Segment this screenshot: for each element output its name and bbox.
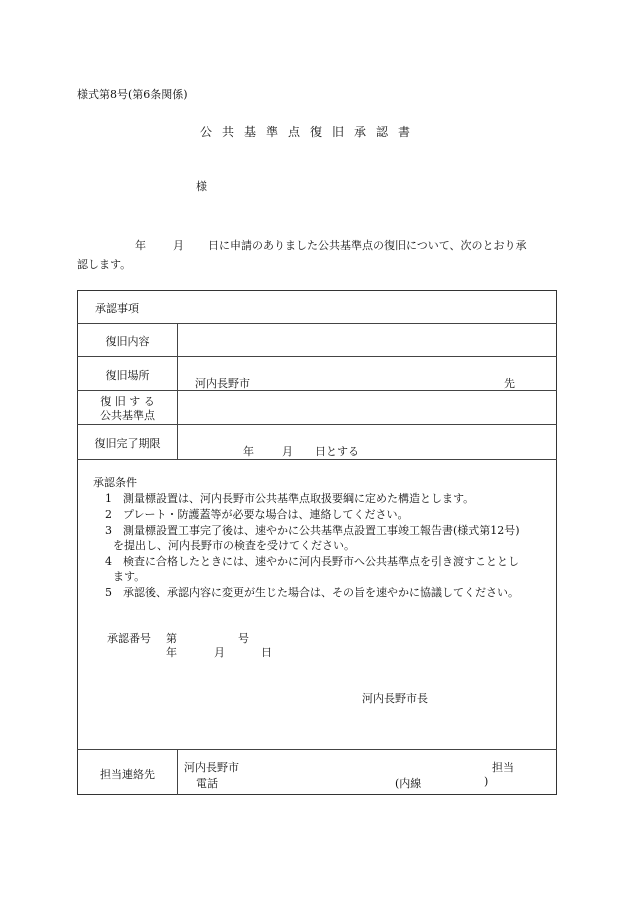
table-rule — [77, 390, 557, 391]
points-label-line-2: 公共基準点 — [100, 409, 155, 422]
approval-date-month: 月 — [214, 646, 225, 659]
intro-month: 月 — [173, 239, 184, 252]
intro-line-2: 認します。 — [77, 258, 132, 271]
table-column-divider — [177, 323, 178, 459]
intro-year: 年 — [135, 239, 146, 252]
addressee-honorific: 様 — [196, 180, 207, 193]
table-rule — [77, 356, 557, 357]
contact-phone-label: 電話 — [196, 777, 218, 790]
contact-label: 担当連絡先 — [100, 768, 155, 781]
table-rule — [77, 749, 557, 750]
document-title: 公共基準点復旧承認書 — [200, 125, 421, 139]
contact-city: 河内長野市 — [184, 761, 239, 774]
condition-4-line-2: ます。 — [113, 570, 146, 583]
approval-date-year: 年 — [166, 646, 177, 659]
points-label-line-1: 復 旧 す る — [100, 395, 155, 408]
restoration-content-field[interactable] — [180, 333, 554, 351]
table-rule — [77, 323, 557, 324]
restoration-content-label: 復旧内容 — [105, 335, 150, 348]
condition-2: 2 プレート・防護蓋等が必要な場合は、連絡してください。 — [105, 508, 409, 521]
condition-5: 5 承認後、承認内容に変更が生じた場合は、その旨を速やかに協議してください。 — [105, 586, 519, 599]
location-suffix: 先 — [504, 377, 515, 390]
points-field[interactable] — [180, 398, 554, 418]
intro-line-1: 日に申請のありました公共基準点の復旧について、次のとおり承 — [208, 239, 527, 252]
approval-items-label: 承認事項 — [95, 302, 139, 315]
condition-1: 1 測量標設置は、河内長野市公共基準点取扱要綱に定めた構造とします。 — [105, 492, 475, 505]
condition-3-line-1: 3 測量標設置工事完了後は、速やかに公共基準点設置工事竣工報告書(様式第12号) — [105, 524, 520, 537]
condition-3-line-2: を提出し、河内長野市の検査を受けてください。 — [113, 539, 355, 552]
contact-extension-open: (内線 — [395, 777, 422, 790]
mayor-signature-line: 河内長野市長 — [362, 692, 428, 705]
contact-extension-close: ) — [484, 775, 489, 788]
approval-number-label: 承認番号 — [107, 632, 151, 645]
condition-4-line-1: 4 検査に合格したときには、速やかに河内長野市へ公共基準点を引き渡すこととし — [105, 555, 519, 568]
table-rule — [77, 459, 557, 460]
deadline-day: 日とする — [315, 445, 359, 458]
approval-date-day: 日 — [261, 646, 272, 659]
conditions-heading: 承認条件 — [93, 476, 137, 489]
table-rule — [77, 424, 557, 425]
completion-deadline-label: 復旧完了期限 — [94, 437, 161, 450]
table-column-divider — [177, 749, 178, 795]
approval-number-dai: 第 — [166, 632, 177, 645]
deadline-year: 年 — [243, 445, 254, 458]
form-number: 様式第8号(第6条関係) — [77, 88, 188, 101]
approval-number-go: 号 — [238, 632, 249, 645]
location-city: 河内長野市 — [195, 377, 250, 390]
contact-tanto: 担当 — [492, 761, 514, 774]
deadline-month: 月 — [282, 445, 293, 458]
restoration-location-label: 復旧場所 — [105, 369, 150, 382]
